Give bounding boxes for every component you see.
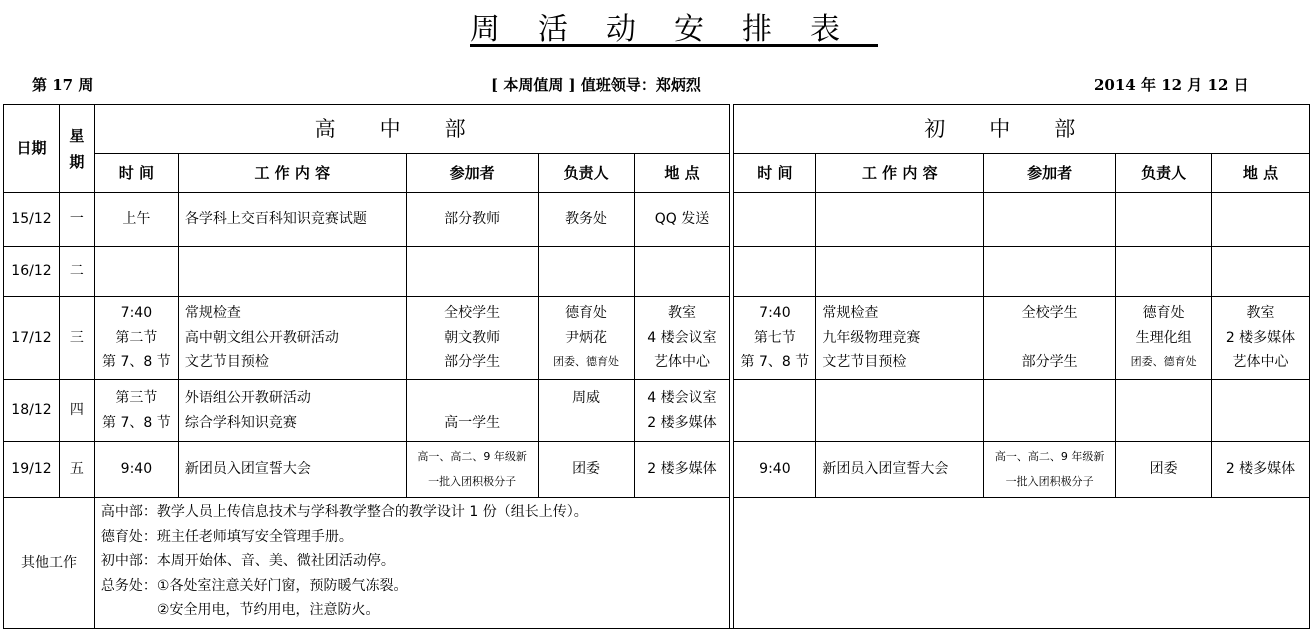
row-weekday: 五: [59, 442, 94, 498]
mid-lead-line: 团委: [1149, 461, 1178, 478]
high-content-line: 综合学科知识竞赛: [184, 414, 297, 431]
page-title: 周活动安排表: [470, 12, 878, 47]
row-weekday: 二: [59, 247, 94, 297]
mid-who-line: [984, 326, 1115, 351]
week-number: 第 17 周: [32, 76, 94, 94]
mid-place-line: 2 楼多媒体: [1225, 461, 1296, 478]
mid-place-line: 2 楼多媒体: [1225, 329, 1296, 346]
high-content-line: 新团员入团宣誓大会: [184, 461, 311, 478]
high-time-line: 第二节: [115, 329, 158, 346]
mid-lead-cell: [1116, 297, 1212, 380]
other-work-row: [4, 498, 1310, 629]
high-content-line: 文艺节目预检: [184, 354, 269, 371]
high-lead-cell: [538, 442, 634, 498]
high-lead-cell: [538, 247, 634, 297]
other-work-line: 德育处：班主任老师填写安全管理手册。: [100, 528, 353, 545]
high-who-line: 全校学生: [444, 305, 501, 322]
high-place-line: QQ 发送: [654, 211, 710, 228]
high-place-line: 艺体中心: [653, 354, 710, 371]
high-place-line: 4 楼会议室: [647, 329, 717, 346]
high-who-cell: [406, 193, 538, 247]
mid-who-cell: [984, 442, 1116, 498]
mid-content-cell: [816, 193, 984, 247]
duty-leader: [ 本周值周 ] 值班领导：郑炳烈: [491, 76, 701, 94]
other-work-line: 总务处：①各处室注意关好门窗，预防暖气冻裂。: [100, 577, 408, 594]
high-time-line: 第三节: [115, 390, 158, 406]
mid-place-cell: [1212, 297, 1310, 380]
high-who-cell: [406, 442, 538, 498]
row-date: 18/12: [4, 380, 60, 442]
other-work-line: 高中部：教学人员上传信息技术与学科教学整合的教学设计 1 份（组长上传）。: [100, 504, 588, 520]
mid-content-line: 九年级物理竞赛: [822, 329, 921, 346]
high-who-line: 高一学生: [444, 414, 501, 431]
mid-content-cell: [816, 442, 984, 498]
high-lead-line: 尹炳花: [565, 329, 608, 346]
mid-content-line: 文艺节目预检: [822, 354, 907, 371]
schedule-table: [3, 104, 1310, 629]
table-row: [4, 247, 1310, 297]
other-work-notes: [94, 498, 1309, 629]
other-work-line: 初中部：本周开始体、音、美、微社团活动停。: [100, 553, 395, 569]
high-place-line: 2 楼多媒体: [647, 414, 717, 431]
row-date: 17/12: [4, 297, 60, 380]
mid-lead-cell: [1116, 442, 1212, 498]
high-time-line: 第 7、8 节: [102, 354, 171, 371]
high-time-line: 7:40: [120, 305, 153, 322]
high-col-time-header: 时 间: [94, 154, 178, 193]
mid-time-line: 9:40: [759, 461, 791, 478]
mid-who-cell: [984, 297, 1116, 380]
mid-place-line: 艺体中心: [1232, 354, 1289, 371]
mid-time-cell: [734, 442, 816, 498]
row-weekday: 四: [59, 380, 94, 442]
high-who-line: 部分学生: [444, 354, 501, 371]
high-content-cell: [178, 247, 406, 297]
mid-lead-line: 生理化组: [1135, 329, 1192, 346]
high-time-cell: [94, 442, 178, 498]
table-row: [4, 380, 1310, 442]
mid-content-cell: [816, 380, 984, 442]
high-lead-cell: [538, 380, 634, 442]
report-date: 2014 年 12 月 12 日: [1094, 76, 1249, 94]
row-weekday: 三: [59, 297, 94, 380]
high-school-header: 高中部: [94, 105, 730, 154]
weekday-header: 星期: [59, 105, 94, 193]
mid-place-line: 教室: [1246, 305, 1275, 322]
row-date: 16/12: [4, 247, 60, 297]
high-lead-line: 德育处: [565, 305, 608, 322]
high-lead-line: 团委、德育处: [553, 355, 620, 369]
mid-col-content-header: 工 作 内 容: [816, 154, 984, 193]
mid-who-line: 一批入团积极分子: [1005, 474, 1094, 488]
header-row-1: [4, 105, 1310, 154]
high-lead-cell: [538, 193, 634, 247]
mid-lead-cell: [1116, 380, 1212, 442]
mid-place-cell: [1212, 247, 1310, 297]
mid-lead-line: 团委、德育处: [1130, 355, 1197, 369]
high-time-line: 上午: [122, 211, 151, 228]
high-lead-line: 团委: [572, 461, 601, 478]
mid-place-cell: [1212, 193, 1310, 247]
mid-time-cell: [734, 297, 816, 380]
mid-time-cell: [734, 193, 816, 247]
high-time-line: 9:40: [120, 461, 153, 478]
mid-who-cell: [984, 193, 1116, 247]
high-who-cell: [406, 247, 538, 297]
mid-place-cell: [1212, 442, 1310, 498]
high-col-lead-header: 负责人: [538, 154, 634, 193]
middle-school-header: 初中部: [734, 105, 1310, 154]
mid-content-line: 新团员入团宣誓大会: [822, 461, 949, 478]
high-content-line: 常规检查: [184, 305, 241, 322]
mid-content-cell: [816, 247, 984, 297]
date-header: 日期: [4, 105, 60, 193]
high-who-line: 一批入团积极分子: [428, 474, 517, 488]
high-content-cell: [178, 193, 406, 247]
high-lead-line: 教务处: [565, 211, 608, 228]
mid-col-time-header: 时 间: [734, 154, 816, 193]
table-row: [4, 442, 1310, 498]
high-content-cell: [178, 380, 406, 442]
mid-who-cell: [984, 247, 1116, 297]
mid-lead-cell: [1116, 193, 1212, 247]
high-time-cell: [94, 247, 178, 297]
mid-who-line: 全校学生: [1021, 305, 1078, 322]
row-date: 19/12: [4, 442, 60, 498]
high-who-cell: [406, 297, 538, 380]
mid-time-cell: [734, 247, 816, 297]
high-content-cell: [178, 442, 406, 498]
high-who-line: [407, 386, 538, 411]
mid-content-line: 常规检查: [822, 305, 879, 322]
mid-col-place-header: 地 点: [1212, 154, 1310, 193]
mid-lead-cell: [1116, 247, 1212, 297]
high-lead-cell: [538, 297, 634, 380]
high-content-line: 高中朝文组公开教研活动: [184, 329, 339, 346]
high-time-cell: [94, 380, 178, 442]
high-col-place-header: 地 点: [634, 154, 730, 193]
other-work-line: ②安全用电，节约用电，注意防火。: [100, 602, 380, 618]
high-place-line: 教室: [667, 305, 696, 322]
mid-time-line: 7:40: [759, 305, 791, 322]
mid-content-cell: [816, 297, 984, 380]
row-weekday: 一: [59, 193, 94, 247]
other-work-label: 其他工作: [4, 498, 95, 629]
high-col-who-header: 参加者: [406, 154, 538, 193]
mid-who-cell: [984, 380, 1116, 442]
high-place-line: 4 楼会议室: [647, 390, 717, 406]
table-row: [4, 297, 1310, 380]
header-row-2: [4, 154, 1310, 193]
high-content-line: 各学科上交百科知识竞赛试题: [184, 211, 367, 228]
high-who-cell: [406, 380, 538, 442]
high-place-cell: [634, 193, 730, 247]
mid-who-line: 部分学生: [1021, 354, 1078, 371]
mid-time-line: 第七节: [753, 329, 796, 346]
high-lead-line: [539, 411, 634, 436]
high-time-line: 第 7、8 节: [102, 414, 171, 431]
high-col-content-header: 工 作 内 容: [178, 154, 406, 193]
high-time-cell: [94, 193, 178, 247]
row-date: 15/12: [4, 193, 60, 247]
mid-col-who-header: 参加者: [984, 154, 1116, 193]
high-place-cell: [634, 442, 730, 498]
high-time-cell: [94, 297, 178, 380]
high-content-cell: [178, 297, 406, 380]
high-place-cell: [634, 297, 730, 380]
high-content-line: 外语组公开教研活动: [184, 390, 311, 406]
mid-col-lead-header: 负责人: [1116, 154, 1212, 193]
mid-time-line: 第 7、8 节: [740, 354, 810, 371]
mid-place-cell: [1212, 380, 1310, 442]
table-row: [4, 193, 1310, 247]
mid-who-line: 高一、高二、9 年级新: [994, 450, 1105, 463]
high-who-line: 高一、高二、9 年级新: [417, 450, 527, 463]
high-who-line: 朝文教师: [444, 329, 501, 346]
mid-time-cell: [734, 380, 816, 442]
high-place-cell: [634, 247, 730, 297]
high-place-cell: [634, 380, 730, 442]
high-who-line: 部分教师: [444, 211, 501, 228]
mid-lead-line: 德育处: [1142, 305, 1185, 322]
high-place-line: 2 楼多媒体: [647, 461, 717, 478]
high-lead-line: 周威: [572, 390, 601, 406]
